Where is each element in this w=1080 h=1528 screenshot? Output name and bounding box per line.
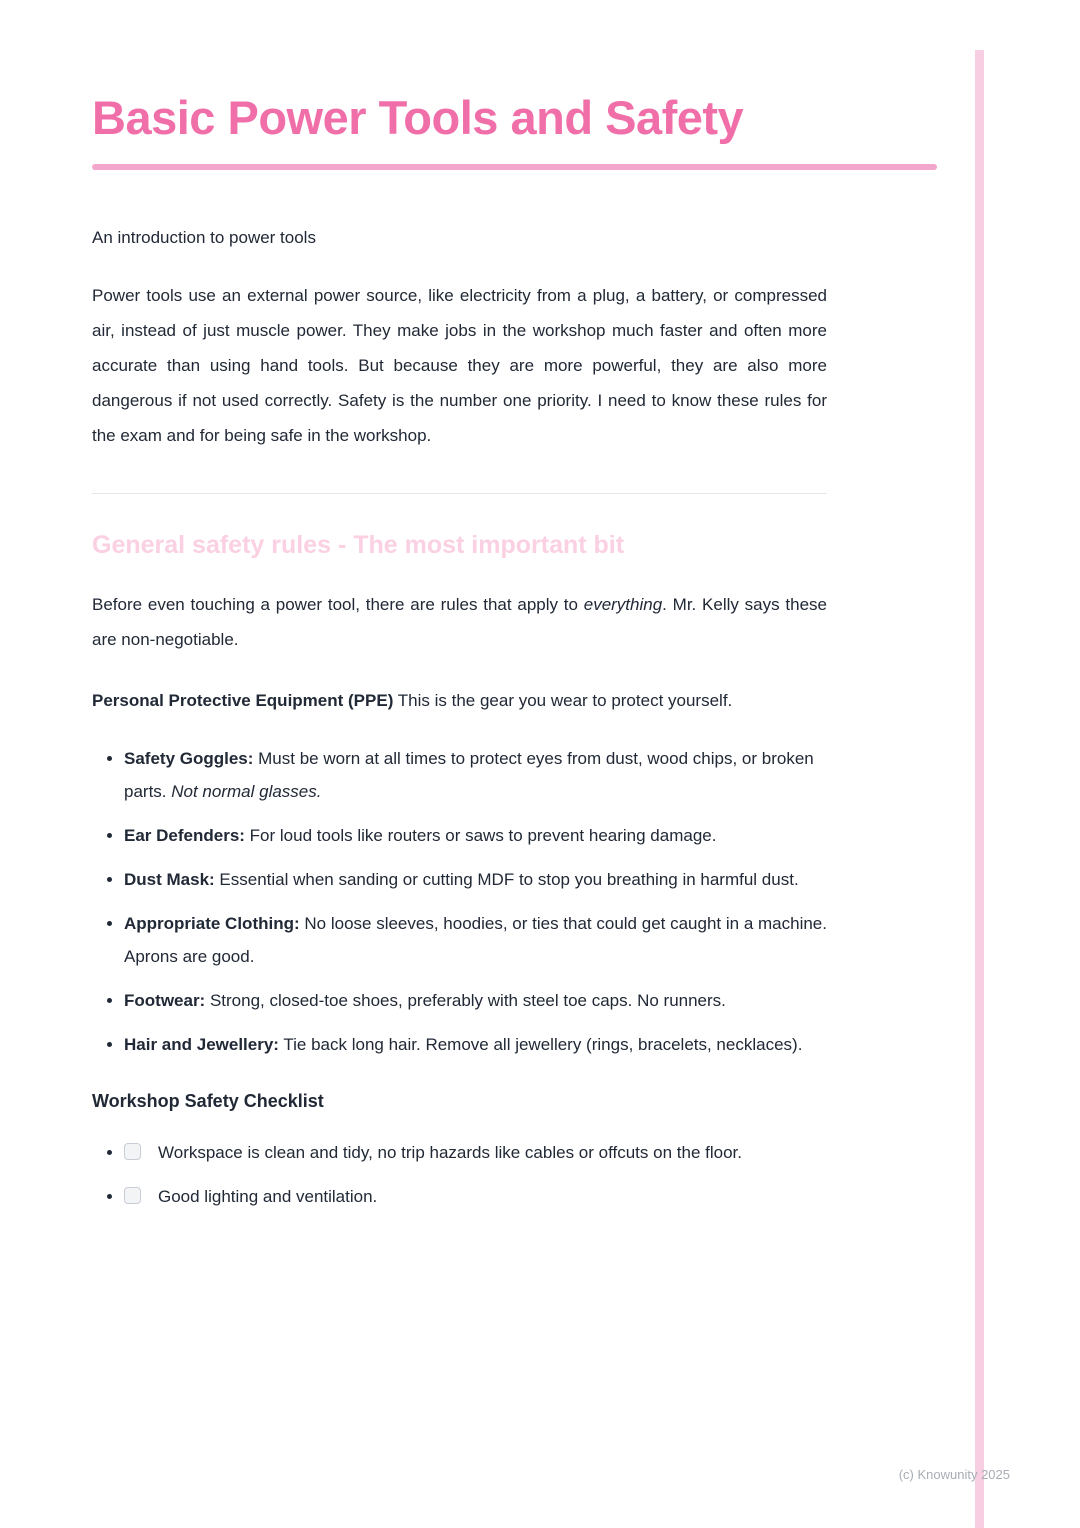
section-divider — [92, 493, 827, 494]
rules-intro-italic: everything — [583, 594, 663, 614]
checklist-heading: Workshop Safety Checklist — [92, 1090, 324, 1111]
ppe-item-lead: Dust Mask: — [124, 869, 215, 889]
ppe-item-lead: Ear Defenders: — [124, 825, 245, 845]
ppe-lead: Personal Protective Equipment (PPE) — [92, 690, 394, 710]
ppe-item-lead: Footwear: — [124, 990, 206, 1010]
ppe-paragraph — [92, 683, 827, 718]
ppe-item-text: Tie back long hair. Remove all jewellery (rings, bracelets, necklaces). — [278, 1034, 803, 1054]
rules-intro-paragraph — [92, 587, 827, 657]
intro-paragraph: Power tools use an external power source, like electricity from a plug, a battery, or compressed air, instead of just muscle power. They make jobs in the workshop much faster and often more accurate than using hand tools. But because they are more powerful, they are also more dangerous if not used correctly. Safety is the number one priority. I need to know these rules for the exam and for being safe in the workshop. — [92, 285, 827, 445]
ppe-list-item-dust-mask — [124, 863, 827, 896]
checklist-item-text: Good lighting and ventilation. — [158, 1186, 378, 1206]
title-underline-rule — [92, 164, 937, 170]
ppe-list-item-safety-goggles — [124, 742, 827, 808]
ppe-text: This is the gear you wear to protect yourself. — [393, 690, 733, 710]
ppe-list-item-footwear — [124, 984, 827, 1017]
decorative-side-stripe — [975, 50, 984, 1528]
checklist-item-workspace — [124, 1136, 827, 1169]
footer-copyright: (c) Knowunity 2025 — [898, 1467, 1010, 1482]
intro-subtitle: An introduction to power tools — [92, 227, 316, 247]
section-heading-general-safety: General safety rules - The most important bit — [92, 530, 625, 559]
ppe-item-text: Strong, closed-toe shoes, preferably with steel toe caps. No runners. — [205, 990, 726, 1010]
ppe-item-lead: Safety Goggles: — [124, 748, 254, 768]
ppe-bullet-list — [92, 742, 827, 1061]
document-content — [92, 92, 827, 1213]
ppe-item-italic: Not normal glasses. — [171, 781, 322, 801]
ppe-item-text: Essential when sanding or cutting MDF to stop you breathing in harmful dust. — [214, 869, 799, 889]
ppe-item-text: For loud tools like routers or saws to prevent hearing damage. — [244, 825, 717, 845]
ppe-item-lead: Hair and Jewellery: — [124, 1034, 279, 1054]
rules-intro-text-before: Before even touching a power tool, there are rules that apply to — [92, 594, 584, 614]
checkbox[interactable] — [124, 1187, 141, 1204]
checklist-item-lighting — [124, 1180, 827, 1213]
checklist-item-text: Workspace is clean and tidy, no trip hazards like cables or offcuts on the floor. — [158, 1142, 742, 1162]
page-header — [92, 92, 937, 170]
page-title: Basic Power Tools and Safety — [92, 91, 744, 144]
ppe-item-text: No loose sleeves, hoodies, or ties that could get caught in a machine. Aprons are good. — [124, 913, 827, 966]
workshop-safety-checklist — [92, 1136, 827, 1213]
rules-intro-text-after: . Mr. Kelly says these are non-negotiable. — [92, 594, 827, 649]
ppe-item-lead: Appropriate Clothing: — [124, 913, 300, 933]
checkbox[interactable] — [124, 1143, 141, 1160]
ppe-list-item-appropriate-clothing — [124, 907, 827, 973]
ppe-list-item-ear-defenders — [124, 819, 827, 852]
ppe-list-item-hair-and-jewellery — [124, 1028, 827, 1061]
ppe-item-text: Must be worn at all times to protect eyes from dust, wood chips, or broken parts. — [124, 748, 814, 801]
